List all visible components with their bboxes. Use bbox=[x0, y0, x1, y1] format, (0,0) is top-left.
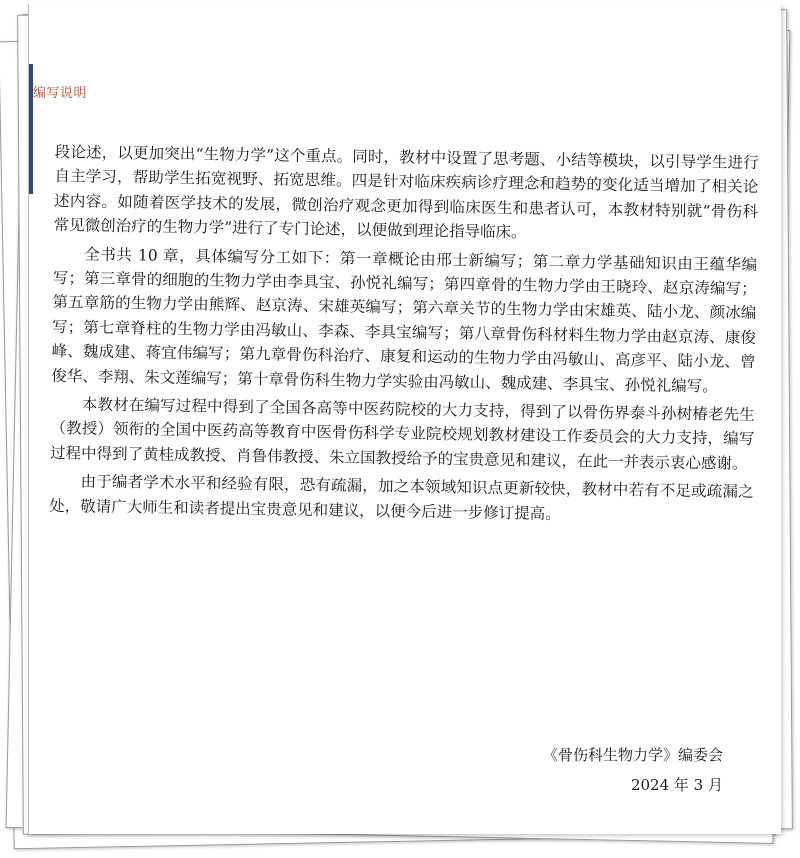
body-text bbox=[49, 140, 759, 529]
paragraph-authorship: 全书共 10 章，具体编写分工如下：第一章概论由邢士新编写；第二章力学基础知识由王蕴华编写；第三章骨的细胞的生物力学由李具宝、孙悦礼编写；第四章骨的生物力学由王晓玲、赵京涛编写；第五章筋的生物力学由熊辉、赵京涛、宋雄英编写；第六章关节的生物力学由宋雄英、陆小龙、颜冰编写；第七章脊柱的生物力学由冯敏山、李森、李具宝编写；第八章骨伤科材料生物力学由赵京涛、康俊峰、魏成建、蒋宜伟编写；第九章骨伤科治疗、康复和运动的生物力学由冯敏山、高彦平、陆小龙、曾俊华、李翔、朱文莲编写；第十章骨伤科生物力学实验由冯敏山、魏成建、李具宝、孙悦礼编写。 bbox=[51, 245, 758, 396]
paragraph-acknowledgement: 本教材在编写过程中得到了全国各高等中医药院校的大力支持，得到了以骨伤界泰斗孙树椿老先生（教授）领衔的全国中医药高等教育中医骨伤科学专业院校规划教材建设工作委员会的大力支持，编写过程中得到了黄桂成教授、肖鲁伟教授、朱立国教授给予的宝贵意见和建议，在此一并表示衷心感谢。 bbox=[49, 395, 755, 473]
paragraph-continuation: 段论述，以更加突出“生物力学”这个重点。同时，教材中设置了思考题、小结等模块，以引导学生进行自主学习，帮助学生拓宽视野、拓宽思维。四是针对临床疾病诊疗理念和趋势的变化适当增加了相关论述内容。如随着医学技术的发展，微创治疗观念更加得到临床医生和患者认可，本教材特别就“骨伤科常见微创治疗的生物力学”进行了专门论述，以便做到理论指导临床。 bbox=[53, 142, 759, 242]
book-page bbox=[28, 4, 781, 834]
running-head: 编写说明 bbox=[33, 86, 88, 101]
paragraph-disclaimer: 由于编者学术水平和经验有限，恐有疏漏，加之本领域知识点更新较快，教材中若有不足或疏漏之处，敬请广大师生和读者提出宝贵意见和建议，以便今后进一步修订提高。 bbox=[49, 472, 754, 523]
signoff-committee: 《骨伤科生物力学》编委会 bbox=[542, 746, 723, 764]
signoff-date: 2024 年 3 月 bbox=[630, 776, 723, 794]
signoff bbox=[543, 740, 723, 800]
